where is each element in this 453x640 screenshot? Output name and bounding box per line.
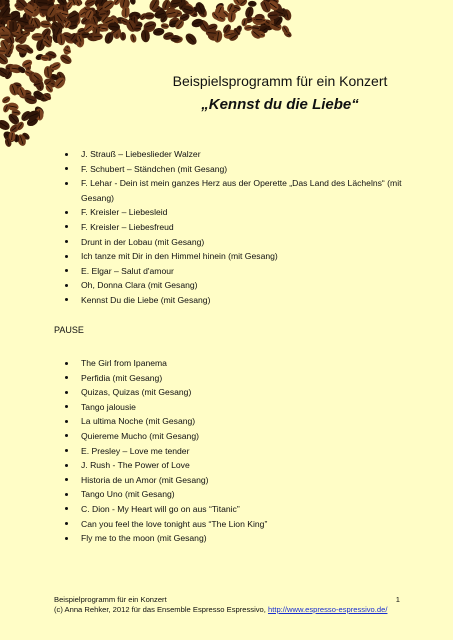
- program-part1-item: F. Schubert – Ständchen (mit Gesang): [62, 162, 412, 177]
- program-part1-item: F. Kreisler – Liebesleid: [62, 205, 412, 220]
- footer-page-number: 1: [395, 595, 400, 604]
- footer-title: Beispielprogramm für ein Konzert: [54, 595, 167, 604]
- program-part1-item: Oh, Donna Clara (mit Gesang): [62, 278, 412, 293]
- program-list-part1: [62, 147, 412, 308]
- title-block: [130, 72, 430, 116]
- program-part2-item: The Girl from Ipanema: [62, 356, 412, 371]
- footer-copyright: (c) Anna Rehker, 2012 für das Ensemble Espresso Espressivo,: [54, 605, 268, 614]
- program-part2-item: E. Presley – Love me tender: [62, 444, 412, 459]
- program-part2-item: Tango jalousie: [62, 400, 412, 415]
- coffee-bean-crease: [42, 58, 48, 59]
- program-part2-item: Tango Uno (mit Gesang): [62, 487, 412, 502]
- program-part2-item: J. Rush - The Power of Love: [62, 458, 412, 473]
- program-part2-item: C. Dion - My Heart will go on aus “Titanic”: [62, 502, 412, 517]
- program-part1-item: F. Lehar - Dein ist mein ganzes Herz aus der Operette „Das Land des Lächelns“ (mit Gesang): [62, 176, 412, 205]
- program-part2-item: Historia de un Amor (mit Gesang): [62, 473, 412, 488]
- footer-row-1: [54, 595, 400, 605]
- program-part2-item: Can you feel the love tonight aus “The Lion King”: [62, 517, 412, 532]
- program-part1-item: Kennst Du die Liebe (mit Gesang): [62, 293, 412, 308]
- program-part2-item: La ultima Noche (mit Gesang): [62, 414, 412, 429]
- page-subtitle: „Kennst du die Liebe“: [201, 96, 359, 113]
- program-part2-item: Quiereme Mucho (mit Gesang): [62, 429, 412, 444]
- program-part2-item: Fly me to the moon (mit Gesang): [62, 531, 412, 546]
- program-part1-item: F. Kreisler – Liebesfreud: [62, 220, 412, 235]
- page-footer: [54, 595, 400, 615]
- coffee-bean-crease: [269, 15, 277, 16]
- pause-label: PAUSE: [54, 325, 84, 335]
- program-part1-item: J. Strauß – Liebeslieder Walzer: [62, 147, 412, 162]
- program-list-part2: [62, 356, 412, 546]
- program-part1-item: Ich tanze mit Dir in den Himmel hinein (mit Gesang): [62, 249, 412, 264]
- program-part2-item: Quizas, Quizas (mit Gesang): [62, 385, 412, 400]
- program-part1-item: E. Elgar – Salut d'amour: [62, 264, 412, 279]
- footer-website-link[interactable]: http://www.espresso-espressivo.de/: [268, 605, 388, 614]
- program-part1-item: Drunt in der Lobau (mit Gesang): [62, 235, 412, 250]
- footer-row-2: [54, 605, 400, 615]
- page-title: Beispielsprogramm für ein Konzert: [172, 73, 388, 89]
- program-part2-item: Perfidia (mit Gesang): [62, 371, 412, 386]
